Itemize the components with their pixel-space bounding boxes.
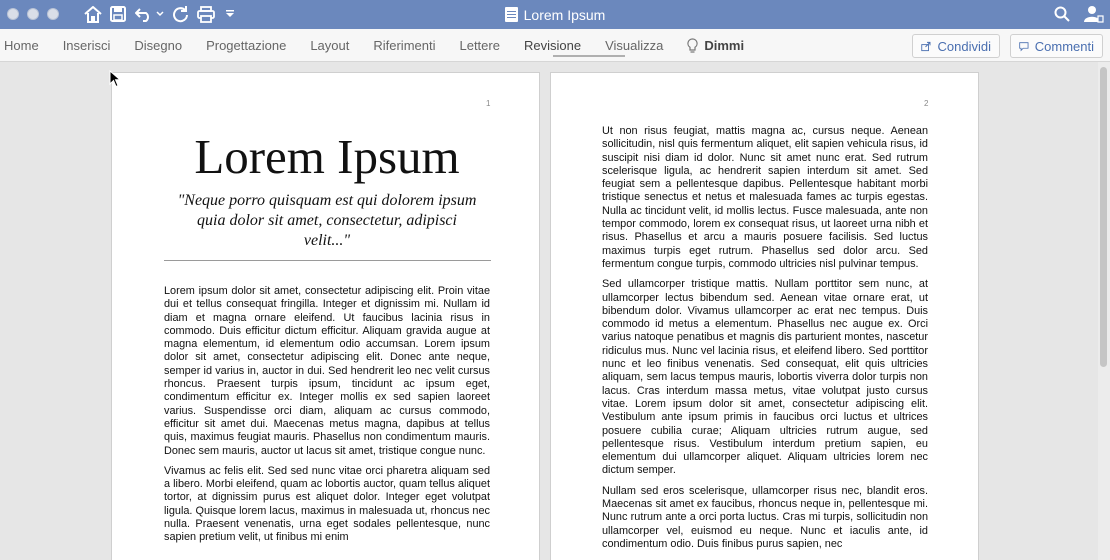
tab-home[interactable]: Home [4, 38, 39, 53]
save-icon[interactable] [109, 4, 127, 24]
mouse-cursor-icon [109, 70, 121, 88]
minimize-window-button[interactable] [27, 8, 39, 20]
page-number: 2 [924, 99, 929, 108]
tab-progettazione[interactable]: Progettazione [206, 38, 287, 53]
comments-label: Commenti [1034, 38, 1094, 54]
body-text[interactable] [602, 125, 928, 558]
vertical-scrollbar[interactable] [1098, 62, 1110, 560]
tab-riferimenti[interactable]: Riferimenti [373, 38, 436, 53]
comment-icon [1019, 40, 1029, 53]
share-label: Condividi [937, 38, 991, 54]
share-button[interactable] [912, 34, 1000, 58]
word-document-icon [505, 7, 518, 22]
scrollbar-thumb[interactable] [1100, 67, 1107, 367]
close-window-button[interactable] [7, 8, 19, 20]
paragraph[interactable]: Sed ullamcorper tristique mattis. Nullam porttitor sem nunc, at ullamcorper lectus bibendum sed. Aenean vitae ornare erat, ut bibendum dolor. Vivamus ullamcorper ac erat nec tempus. Duis commodo id metus a elementum. Phasellus nec augue ex. Orci varius natoque penatibus et magnis dis parturient montes, nascetur ridiculus mus. Nunc vel lacinia risus, et eleifend libero. Sed porttitor nunc et leo finibus venenatis. Sed consequat, elit quis ultricies aliquam, sem lacus tempus mauris, lobortis viverra dolor turpis non lacus. Cras interdum massa metus, vitae volutpat justo cursus vitae. Lorem ipsum dolor sit amet, consectetur adipiscing elit. Vestibulum ante ipsum primis in faucibus orci luctus et ultrices posuere cubilia curae; Aliquam ultricies rutrum augue, sed pellentesque risus. Vestibulum interdum pretium sapien, eu elementum dui ullamcorper aliquet. Aliquam ultricies lorem nec dictum semper. [602, 278, 928, 477]
comments-button[interactable] [1010, 34, 1103, 58]
document-quote[interactable]: "Neque porro quisquam est qui dolorem ipsum quia dolor sit amet, consectetur, adipisci velit..." [177, 192, 477, 249]
document-heading[interactable]: Lorem Ipsum [194, 129, 460, 184]
document-page-1[interactable] [111, 72, 540, 560]
window-title-text: Lorem Ipsum [523, 6, 606, 23]
document-page-2[interactable] [550, 72, 979, 560]
customize-toolbar-icon[interactable] [224, 4, 236, 24]
tab-inserisci[interactable]: Inserisci [62, 38, 111, 53]
tell-me-button[interactable] [675, 29, 756, 62]
paragraph[interactable]: Vivamus ac felis elit. Sed sed nunc vitae orci pharetra aliquam sed a libero. Morbi eleifend, quam ac lobortis auctor, quam tellus aliquet tortor, at dignissim purus est aliquet dolor. Integer eget volutpat ligula. Quisque lorem lacus, maximus in malesuada ut, rhoncus nec nulla. Praesent venenatis, urna eget sodales pellentesque, nunc sapien pretium velit, ut finibus mi enim [164, 464, 490, 544]
title-bar [0, 0, 1110, 29]
paragraph[interactable]: Nullam sed eros scelerisque, ullamcorper risus nec, blandit eros. Maecenas sit amet ex faucibus, rhoncus neque in, pellentesque mi. Nunc rutrum ante a orci porta luctus. Cras mi turpis, sollicitudin non ullamcorper vel, euismod eu neque. Nunc et iaculis ante, id condimentum odio. Duis finibus purus sapien, nec [602, 484, 928, 550]
tab-visualizza[interactable]: Visualizza [605, 38, 664, 53]
paragraph[interactable]: Ut non risus feugiat, mattis magna ac, cursus neque. Aenean sollicitudin, nisl quis fermentum aliquet, elit sapien vehicula risus, id suscipit nisi diam id dolor. Nunc sit amet nunc erat. Sed rutrum scelerisque ligula, ac hendrerit sapien interdum sit amet. Sed feugiat sem a pellentesque dapibus. Pellentesque habitant morbi tristique senectus et netus et malesuada fames ac turpis egestas. Nulla ac tincidunt velit, id mollis lectus. Fusce malesuada, ante non tempor commodo, lorem ex consequat risus, ut laoreet urna nibh et risus. Phasellus et arcu a mauris posuere facilisis. Sed luctus maximus turpis eget rutrum. Phasellus sed dolor arcu. Sed fermentum congue turpis, commodo ultricies nisl pulvinar tempus. [602, 125, 928, 270]
lightbulb-icon [687, 38, 698, 54]
tab-revisione[interactable]: Revisione [523, 38, 582, 53]
share-icon [921, 40, 932, 53]
print-icon[interactable] [196, 4, 216, 24]
paragraph[interactable]: Lorem ipsum dolor sit amet, consectetur adipiscing elit. Proin vitae dui et tellus consequat fringilla. Integer et dignissim mi. Nullam id diam et magna ornare eleifend. Ut faucibus lacinia risus in commodo. Duis efficitur dictum efficitur. Aliquam gravida augue at magna elementum, id elementum odio accumsan. Lorem ipsum dolor sit amet, consectetur adipiscing elit. Donec ante neque, semper id varius in, auctor in dui. Sed hendrerit leo nec velit cursus rhoncus. Praesent turpis ipsum, tincidunt ac ipsum eget, condimentum efficitur ex. Integer mollis ex sed sapien laoreet varius. Suspendisse orci diam, aliquam ac cursus commodo, efficitur sit amet dui. Maecenas metus magna, dapibus at tellus quis, maximus feugiat mauris. Phasellus non condimentum mauris. Donec sem mauris, auctor ut lacus sit amet, tristique congue nunc. [164, 285, 490, 457]
document-canvas[interactable] [0, 62, 1110, 560]
page-number: 1 [486, 99, 491, 108]
undo-menu-chevron-icon[interactable] [155, 4, 165, 24]
active-tab-indicator [553, 55, 625, 57]
account-icon[interactable] [1083, 4, 1105, 24]
redo-icon[interactable] [171, 4, 189, 24]
undo-icon[interactable] [134, 4, 154, 24]
body-text[interactable] [164, 285, 490, 552]
tab-disegno[interactable]: Disegno [134, 38, 183, 53]
home-icon[interactable] [83, 4, 103, 24]
tab-layout[interactable]: Layout [310, 38, 350, 53]
ribbon [0, 29, 1110, 62]
maximize-window-button[interactable] [47, 8, 59, 20]
ribbon-tabs [0, 29, 756, 62]
search-icon[interactable] [1052, 4, 1072, 24]
tab-lettere[interactable]: Lettere [459, 38, 500, 53]
window-title [0, 0, 1110, 29]
horizontal-divider [164, 260, 491, 261]
tell-me-label: Dimmi [704, 38, 745, 53]
